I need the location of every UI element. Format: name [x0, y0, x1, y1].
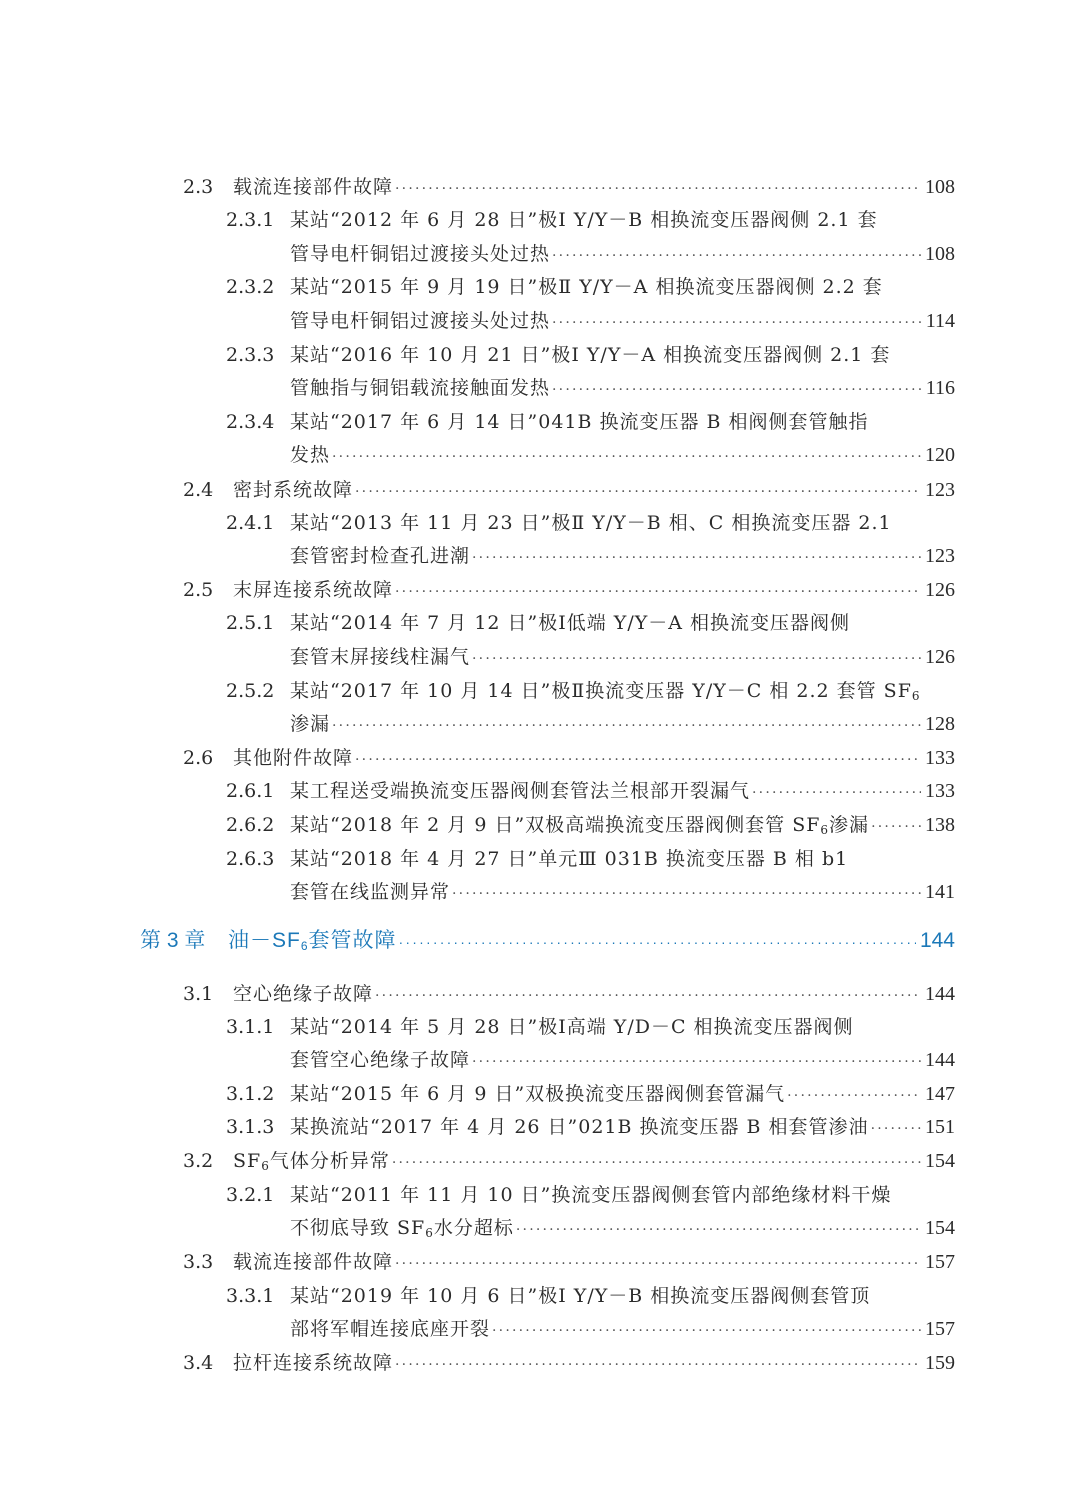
section-title-line1: 某站“2013 年 11 月 23 日”极Ⅱ Y/Y－B 相、C 相换流变压器 2.1	[290, 512, 892, 534]
toc-entry-3-1-3[interactable]	[226, 1110, 955, 1144]
toc-entry-2-5-2[interactable]	[226, 674, 955, 708]
title-text: 某站“2018 年 2 月 9 日”双极高端换流变压器阀侧套管 SF	[290, 814, 821, 836]
section-number: 2.4	[183, 479, 214, 501]
section-title-line2: 管导电杆铜铝过渡接头处过热	[290, 310, 551, 332]
toc-entry-2-5[interactable]	[183, 573, 955, 607]
section-title: 某工程送受端换流变压器阀侧套管法兰根部开裂漏气	[290, 780, 751, 802]
section-number: 2.3	[183, 176, 214, 198]
section-number: 2.6	[183, 747, 214, 769]
page-number: 116	[925, 377, 955, 399]
title-text: 油－SF	[228, 929, 301, 952]
page-number: 123	[925, 545, 955, 567]
page-number: 126	[925, 646, 955, 668]
section-number: 2.3.4	[226, 411, 275, 433]
dot-leader	[871, 1110, 921, 1146]
section-title: 某换流站“2017 年 4 月 26 日”021B 换流变压器 B 相套管渗油	[290, 1116, 869, 1138]
chapter-label: 第 3 章	[140, 929, 206, 952]
section-title-line1: 某站“2014 年 5 月 28 日”极Ⅰ高端 Y/D－C 相换流变压器阀侧	[290, 1016, 854, 1038]
toc-entry-3-4[interactable]	[183, 1346, 955, 1380]
subscript: 6	[911, 689, 921, 703]
dot-leader	[552, 237, 921, 273]
toc-entry-2-6-1[interactable]	[226, 774, 955, 808]
toc-entry-3-1[interactable]	[183, 977, 955, 1011]
title-text: 不彻底导致 SF	[290, 1217, 426, 1239]
page-number: 123	[925, 479, 955, 501]
toc-entry-2-3[interactable]	[183, 170, 955, 204]
section-number: 3.2.1	[226, 1184, 275, 1206]
section-number: 3.1.2	[226, 1083, 275, 1105]
section-title-line1: 某站“2015 年 9 月 19 日”极Ⅱ Y/Y－A 相换流变压器阀侧 2.2 套	[290, 276, 883, 298]
section-title-line1: 某站“2017 年 6 月 14 日”041B 换流变压器 B 相阀侧套管触指	[290, 411, 869, 433]
section-number: 2.6.2	[226, 814, 275, 836]
section-title: 末屏连接系统故障	[233, 579, 394, 601]
dot-leader	[516, 1211, 921, 1247]
section-number: 3.3.1	[226, 1285, 275, 1307]
dot-leader	[332, 438, 921, 474]
dot-leader	[552, 304, 922, 340]
section-number: 3.2	[183, 1150, 214, 1172]
toc-entry-3-2[interactable]	[183, 1144, 955, 1178]
section-number: 2.5	[183, 579, 214, 601]
section-number: 2.4.1	[226, 512, 275, 534]
page-number: 141	[925, 881, 955, 903]
section-title-line1: 某站“2018 年 4 月 27 日”单元Ⅲ 031B 换流变压器 B 相 b1	[290, 848, 849, 870]
toc-entry-2-6-3-cont[interactable]	[290, 875, 955, 909]
page-number: 138	[925, 814, 955, 836]
section-number: 3.1	[183, 983, 214, 1005]
section-title: 某站“2015 年 6 月 9 日”双极换流变压器阀侧套管漏气	[290, 1083, 786, 1105]
toc-chapter-3[interactable]	[140, 924, 955, 958]
toc-entry-3-1-2[interactable]	[226, 1077, 955, 1111]
toc-entry-2-3-3-cont[interactable]	[290, 371, 955, 405]
page-number: 154	[925, 1150, 955, 1172]
section-title-line2: 部将军帽连接底座开裂	[290, 1318, 491, 1340]
dot-leader	[355, 741, 921, 777]
section-number: 2.6.3	[226, 848, 275, 870]
section-title-line2: 管触指与铜铝载流接触面发热	[290, 377, 551, 399]
title-text: 渗漏	[829, 814, 870, 836]
dot-leader	[752, 774, 921, 810]
title-text: 气体分析异常	[269, 1150, 390, 1172]
dot-leader	[472, 640, 921, 676]
subscript: 6	[820, 823, 830, 837]
section-title-line1: 某站“2014 年 7 月 12 日”极Ⅰ低端 Y/Y－A 相换流变压器阀侧	[290, 612, 851, 634]
toc-entry-2-3-1-cont[interactable]	[290, 237, 955, 271]
toc-entry-2-3-3[interactable]	[226, 338, 955, 372]
section-number: 3.1.3	[226, 1116, 275, 1138]
section-title-line2: 管导电杆铜铝过渡接头处过热	[290, 243, 551, 265]
page-number: 120	[925, 444, 955, 466]
section-number: 2.5.2	[226, 680, 275, 702]
toc-entry-2-6[interactable]	[183, 741, 955, 775]
dot-leader	[332, 707, 921, 743]
toc-entry-2-6-3[interactable]	[226, 842, 955, 876]
dot-leader	[871, 808, 921, 844]
title-text: 套管故障	[308, 929, 397, 952]
section-number: 2.3.3	[226, 344, 275, 366]
section-title-line2: 发热	[290, 444, 331, 466]
toc-entry-3-1-1-cont[interactable]	[290, 1043, 955, 1077]
page-number: 126	[925, 579, 955, 601]
section-title-line1: 某站“2011 年 11 月 10 日”换流变压器阀侧套管内部绝缘材料干燥	[290, 1184, 892, 1206]
toc-entry-3-1-1[interactable]	[226, 1010, 955, 1044]
toc-entry-3-3-1-cont[interactable]	[290, 1312, 955, 1346]
section-title-line2: 套管空心绝缘子故障	[290, 1049, 471, 1071]
page-number: 108	[925, 176, 955, 198]
page-number: 133	[925, 747, 955, 769]
toc-entry-2-4-1-cont[interactable]	[290, 539, 955, 573]
page-number: 114	[925, 310, 955, 332]
section-title: 其他附件故障	[233, 747, 354, 769]
dot-leader	[472, 539, 921, 575]
dot-leader	[395, 1346, 921, 1382]
toc-entry-2-3-4-cont[interactable]	[290, 438, 955, 472]
section-number: 2.3.2	[226, 276, 275, 298]
dot-leader	[375, 977, 921, 1013]
page-number: 157	[925, 1318, 955, 1340]
section-number: 2.3.1	[226, 209, 275, 231]
toc-entry-2-5-1-cont[interactable]	[290, 640, 955, 674]
subscript: 6	[300, 939, 309, 953]
dot-leader	[395, 170, 921, 206]
page-number: 133	[925, 780, 955, 802]
title-text: SF	[233, 1150, 262, 1172]
page-number: 154	[925, 1217, 955, 1239]
dot-leader	[395, 1245, 921, 1281]
dot-leader	[395, 573, 921, 609]
toc-entry-2-3-1[interactable]	[226, 203, 955, 237]
section-title-line1: 某站“2016 年 10 月 21 日”极Ⅰ Y/Y－A 相换流变压器阀侧 2.1 套	[290, 344, 891, 366]
toc-entry-2-3-2[interactable]	[226, 270, 955, 304]
section-number: 2.5.1	[226, 612, 275, 634]
section-title-line2: 套管末屏接线柱漏气	[290, 646, 471, 668]
page-number: 108	[925, 243, 955, 265]
page-number: 144	[919, 929, 955, 952]
dot-leader	[552, 371, 922, 407]
dot-leader	[355, 473, 921, 509]
toc-entry-2-4[interactable]	[183, 473, 955, 507]
section-title: 密封系统故障	[233, 479, 354, 501]
dot-leader	[399, 924, 916, 959]
section-title-line2: 套管在线监测异常	[290, 881, 451, 903]
page-number: 159	[925, 1352, 955, 1374]
subscript: 6	[425, 1226, 434, 1240]
toc-entry-3-2-1[interactable]	[226, 1178, 955, 1212]
toc-entry-2-5-1[interactable]	[226, 606, 955, 640]
dot-leader	[787, 1077, 921, 1113]
section-number: 3.3	[183, 1251, 214, 1273]
toc-entry-3-3-1[interactable]	[226, 1279, 955, 1313]
toc-entry-2-6-2[interactable]	[226, 808, 955, 842]
section-number: 2.6.1	[226, 780, 275, 802]
title-text: 某站“2017 年 10 月 14 日”极Ⅱ换流变压器 Y/Y－C 相 2.2 套管 SF	[290, 680, 912, 702]
dot-leader	[492, 1312, 921, 1348]
section-title: 载流连接部件故障	[233, 1251, 394, 1273]
section-title: 载流连接部件故障	[233, 176, 394, 198]
toc-entry-3-2-1-cont[interactable]	[290, 1211, 955, 1245]
toc-entry-2-4-1[interactable]	[226, 506, 955, 540]
section-title-line2: 套管密封检查孔进潮	[290, 545, 471, 567]
page-number: 144	[925, 1049, 955, 1071]
subscript: 6	[261, 1159, 270, 1173]
toc-entry-2-5-2-cont[interactable]	[290, 707, 955, 741]
toc-entry-3-3[interactable]	[183, 1245, 955, 1279]
section-title-line1: 某站“2012 年 6 月 28 日”极Ⅰ Y/Y－B 相换流变压器阀侧 2.1 套	[290, 209, 878, 231]
section-title: 拉杆连接系统故障	[233, 1352, 394, 1374]
title-text: 水分超标	[433, 1217, 514, 1239]
section-number: 3.1.1	[226, 1016, 275, 1038]
dot-leader	[472, 1043, 921, 1079]
section-title-line1: 某站“2019 年 10 月 6 日”极Ⅰ Y/Y－B 相换流变压器阀侧套管顶	[290, 1285, 871, 1307]
page-number: 151	[925, 1116, 955, 1138]
dot-leader	[452, 875, 921, 911]
page-number: 157	[925, 1251, 955, 1273]
section-number: 3.4	[183, 1352, 214, 1374]
chapter-title	[228, 924, 397, 963]
page-number: 128	[925, 713, 955, 735]
toc-entry-2-3-2-cont[interactable]	[290, 304, 955, 338]
page-number: 147	[925, 1083, 955, 1105]
section-title: 空心绝缘子故障	[233, 983, 374, 1005]
toc-entry-2-3-4[interactable]	[226, 405, 955, 439]
dot-leader	[392, 1144, 921, 1180]
section-title-line2: 渗漏	[290, 713, 331, 735]
page-number: 144	[925, 983, 955, 1005]
